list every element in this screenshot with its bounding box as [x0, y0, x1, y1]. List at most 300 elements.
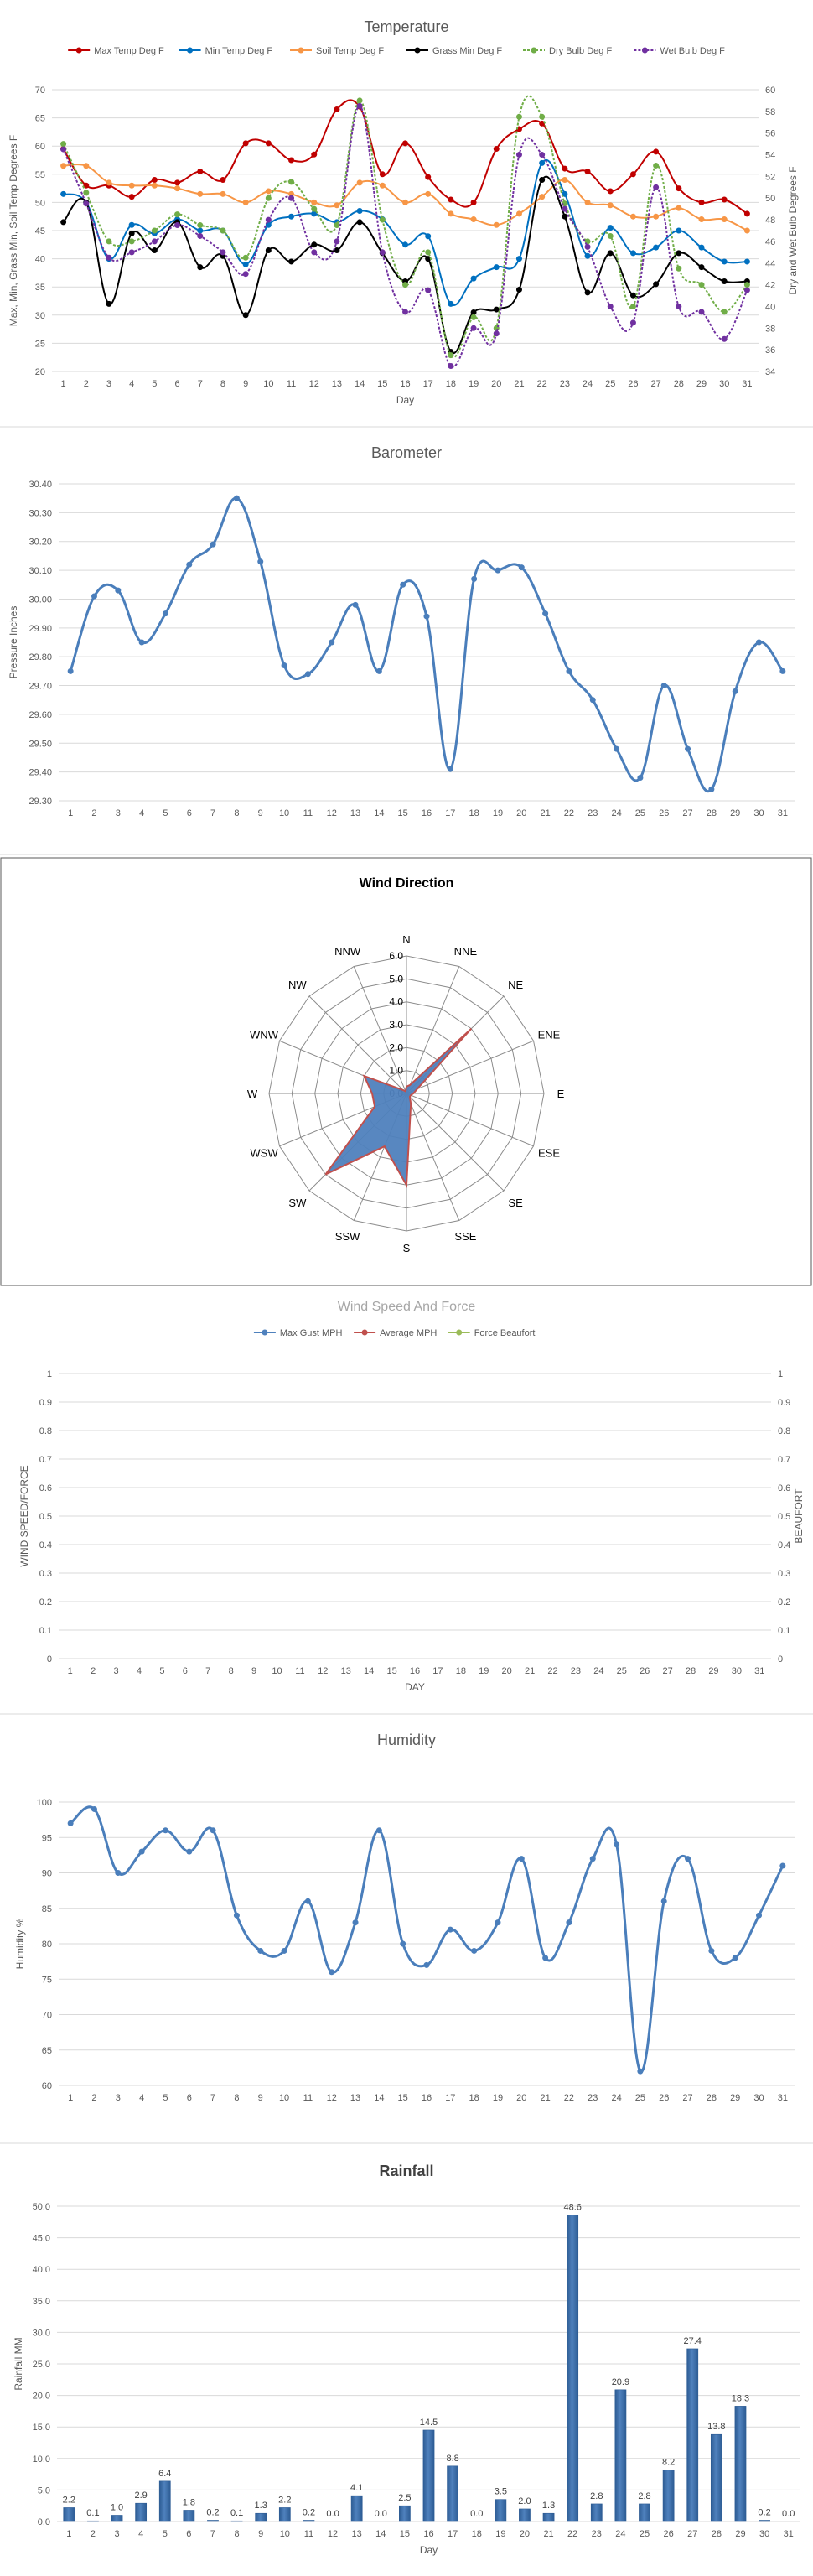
- barometer-x-tick-label: 11: [303, 808, 313, 818]
- legend-label: Max Temp Deg F: [94, 46, 164, 56]
- data-point-grass-min-deg-f: [288, 258, 294, 264]
- data-point-wet-bulb-deg-f: [220, 249, 225, 255]
- data-point-grass-min-deg-f: [585, 289, 591, 295]
- humidity-y-tick-label: 90: [41, 1868, 52, 1879]
- temperature-x-tick-label: 4: [129, 379, 135, 389]
- data-point-min-temp-deg-f: [471, 276, 477, 282]
- data-point-soil-temp-deg-f: [585, 200, 591, 205]
- rainfall-bar: [159, 2481, 170, 2521]
- rainfall-data-label: 13.8: [707, 2422, 726, 2433]
- data-point-min-temp-deg-f: [494, 264, 500, 270]
- wind-speed-x-tick-label: 5: [159, 1666, 165, 1676]
- legend-label: Dry Bulb Deg F: [549, 46, 613, 56]
- humidity-x-tick-label: 30: [753, 2093, 764, 2103]
- barometer-x-tick-label: 15: [397, 808, 408, 818]
- wind-speed-y2-tick-label: 0.6: [778, 1483, 791, 1493]
- wind-speed-x-tick-label: 22: [547, 1666, 558, 1676]
- temperature-x-tick-label: 20: [491, 379, 502, 389]
- barometer-point: [779, 668, 785, 674]
- rainfall-x-tick-label: 6: [186, 2529, 192, 2539]
- temperature-y2-tick-label: 36: [765, 345, 776, 356]
- data-point-grass-min-deg-f: [152, 247, 158, 253]
- data-point-min-temp-deg-f: [129, 222, 135, 228]
- data-point-soil-temp-deg-f: [448, 210, 453, 216]
- barometer-x-tick-label: 26: [659, 808, 670, 818]
- barometer-point: [139, 640, 145, 646]
- humidity-point: [400, 1941, 406, 1947]
- data-point-grass-min-deg-f: [129, 231, 135, 236]
- wind-direction-chart: [0, 857, 813, 1287]
- data-point-soil-temp-deg-f: [494, 222, 500, 228]
- data-point-wet-bulb-deg-f: [744, 288, 750, 293]
- rainfall-bar: [639, 2504, 650, 2521]
- data-point-dry-bulb-deg-f: [744, 282, 750, 288]
- barometer-point: [234, 496, 240, 501]
- wind-speed-y-tick-label: 0: [46, 1654, 52, 1665]
- legend-label: Max Gust MPH: [279, 1328, 343, 1338]
- rainfall-data-label: 2.2: [62, 2495, 75, 2506]
- temperature-x-tick-label: 25: [605, 379, 616, 389]
- data-point-wet-bulb-deg-f: [630, 319, 636, 325]
- data-point-soil-temp-deg-f: [334, 202, 339, 208]
- data-point-max-temp-deg-f: [243, 140, 249, 146]
- data-point-min-temp-deg-f: [448, 301, 453, 307]
- data-point-wet-bulb-deg-f: [243, 271, 249, 277]
- radar-tick-label: 2.0: [389, 1041, 403, 1054]
- temperature-y-tick-label: 30: [34, 310, 45, 321]
- data-point-max-temp-deg-f: [471, 200, 477, 205]
- data-point-dry-bulb-deg-f: [243, 255, 249, 261]
- barometer-chart: [0, 429, 813, 855]
- data-point-dry-bulb-deg-f: [630, 304, 636, 309]
- data-point-wet-bulb-deg-f: [106, 255, 111, 261]
- data-point-dry-bulb-deg-f: [608, 233, 614, 239]
- rainfall-bar: [207, 2520, 218, 2521]
- rainfall-data-label: 27.4: [683, 2335, 702, 2346]
- barometer-point: [661, 683, 667, 688]
- legend-marker: [531, 48, 537, 54]
- legend-label: Force Beaufort: [474, 1328, 536, 1338]
- data-point-soil-temp-deg-f: [357, 179, 363, 185]
- data-point-soil-temp-deg-f: [471, 216, 477, 222]
- humidity-point: [708, 1948, 714, 1954]
- humidity-x-tick-label: 8: [234, 2093, 240, 2103]
- humidity-y-tick-label: 100: [36, 1798, 52, 1808]
- data-point-wet-bulb-deg-f: [129, 249, 135, 255]
- barometer-x-tick-label: 23: [588, 808, 598, 818]
- radar-spoke: [406, 1093, 534, 1146]
- radar-tick-label: 6.0: [389, 950, 403, 962]
- humidity-point: [542, 1955, 548, 1961]
- legend-item-max-temp-deg-f: [68, 46, 164, 56]
- rainfall-x-tick-label: 22: [567, 2529, 578, 2539]
- rainfall-x-axis-label: Day: [419, 2544, 438, 2556]
- data-point-grass-min-deg-f: [243, 312, 249, 318]
- data-point-min-temp-deg-f: [744, 258, 750, 264]
- radar-category-label: NE: [508, 978, 524, 991]
- barometer-point: [282, 662, 287, 668]
- data-point-wet-bulb-deg-f: [334, 238, 339, 244]
- data-point-dry-bulb-deg-f: [152, 228, 158, 234]
- humidity-x-tick-label: 28: [706, 2093, 717, 2103]
- legend-item-min-temp-deg-f: [179, 46, 273, 56]
- data-point-dry-bulb-deg-f: [288, 179, 294, 184]
- data-point-wet-bulb-deg-f: [516, 152, 522, 158]
- humidity-x-tick-label: 29: [730, 2093, 741, 2103]
- data-point-grass-min-deg-f: [357, 219, 363, 225]
- temperature-y2-tick-label: 42: [765, 280, 776, 291]
- wind-speed-x-tick-label: 29: [708, 1666, 719, 1676]
- wind-direction-title: Wind Direction: [359, 876, 454, 891]
- humidity-point: [115, 1870, 121, 1876]
- rainfall-data-label: 4.1: [350, 2483, 364, 2494]
- barometer-point: [210, 542, 216, 548]
- data-point-soil-temp-deg-f: [744, 228, 750, 234]
- wind-speed-y2-axis-label: BEAUFORT: [793, 1488, 805, 1544]
- temperature-x-tick-label: 30: [719, 379, 730, 389]
- rainfall-data-label: 8.2: [661, 2457, 676, 2468]
- data-point-grass-min-deg-f: [608, 250, 614, 256]
- temperature-x-tick-label: 17: [422, 379, 433, 389]
- humidity-y-tick-label: 60: [41, 2081, 52, 2091]
- data-point-wet-bulb-deg-f: [83, 200, 89, 206]
- humidity-point: [282, 1948, 287, 1954]
- humidity-y-tick-label: 75: [41, 1975, 52, 1986]
- data-point-grass-min-deg-f: [722, 278, 728, 284]
- radar-category-label: SSW: [334, 1229, 360, 1243]
- data-point-max-temp-deg-f: [288, 158, 294, 164]
- data-point-grass-min-deg-f: [106, 301, 111, 307]
- radar-category-label: ESE: [537, 1146, 561, 1160]
- rainfall-x-tick-label: 23: [591, 2529, 602, 2539]
- wind-speed-y2-tick-label: 0.4: [778, 1540, 791, 1550]
- temperature-x-tick-label: 14: [354, 379, 365, 389]
- rainfall-bar: [519, 2509, 530, 2521]
- humidity-point: [424, 1962, 430, 1968]
- barometer-point: [756, 640, 762, 646]
- radar-category-label: S: [402, 1242, 411, 1254]
- temperature-y-tick-label: 25: [34, 339, 45, 350]
- humidity-point: [495, 1919, 500, 1925]
- rainfall-bar: [448, 2466, 458, 2521]
- humidity-x-tick-label: 19: [492, 2093, 504, 2103]
- rainfall-bar: [687, 2349, 698, 2521]
- radar-category-label: E: [557, 1088, 565, 1100]
- wind-direction-chart-svg: [0, 857, 813, 1287]
- data-point-max-temp-deg-f: [744, 210, 750, 216]
- rainfall-data-label: 1.0: [110, 2502, 124, 2513]
- legend-marker: [298, 48, 304, 54]
- radar-spoke: [406, 966, 459, 1093]
- rainfall-bar: [615, 2390, 626, 2521]
- legend-item-wet-bulb-deg-f: [634, 46, 725, 56]
- data-point-wet-bulb-deg-f: [699, 309, 705, 314]
- rainfall-x-tick-label: 15: [399, 2529, 411, 2539]
- temperature-x-tick-label: 13: [331, 379, 343, 389]
- temperature-y-tick-label: 55: [34, 169, 45, 180]
- data-point-max-temp-deg-f: [722, 197, 728, 203]
- data-point-wet-bulb-deg-f: [539, 152, 545, 158]
- humidity-point: [91, 1806, 97, 1812]
- humidity-x-tick-label: 14: [374, 2093, 385, 2103]
- humidity-point: [685, 1856, 691, 1862]
- barometer-point: [257, 558, 263, 564]
- humidity-x-tick-label: 12: [326, 2093, 337, 2103]
- data-point-dry-bulb-deg-f: [60, 141, 66, 147]
- humidity-y-tick-label: 65: [41, 2045, 52, 2056]
- humidity-x-tick-label: 11: [303, 2093, 313, 2103]
- temperature-x-tick-label: 15: [377, 379, 388, 389]
- legend-label: Wet Bulb Deg F: [660, 46, 725, 56]
- data-point-soil-temp-deg-f: [630, 214, 636, 220]
- rainfall-x-tick-label: 27: [687, 2529, 698, 2539]
- rainfall-data-label: 0.0: [326, 2509, 339, 2519]
- rainfall-x-tick-label: 2: [90, 2529, 96, 2539]
- barometer-x-tick-label: 18: [469, 808, 479, 818]
- barometer-x-tick-label: 9: [257, 808, 263, 818]
- humidity-x-tick-label: 16: [421, 2093, 432, 2103]
- data-point-soil-temp-deg-f: [516, 210, 522, 216]
- temperature-x-tick-label: 18: [445, 379, 457, 389]
- wind-speed-x-tick-label: 1: [67, 1666, 73, 1676]
- humidity-title: Humidity: [376, 1732, 437, 1748]
- rainfall-x-tick-label: 18: [471, 2529, 482, 2539]
- barometer-y-tick-label: 29.40: [28, 767, 52, 778]
- barometer-chart-svg: [0, 429, 813, 855]
- rainfall-bar: [735, 2406, 746, 2521]
- humidity-x-tick-label: 5: [163, 2093, 168, 2103]
- wind-speed-x-tick-label: 25: [616, 1666, 627, 1676]
- radar-category-label: N: [402, 933, 411, 946]
- barometer-point: [519, 564, 525, 570]
- rainfall-chart-svg: [0, 2146, 813, 2576]
- data-point-wet-bulb-deg-f: [152, 238, 158, 244]
- rainfall-bar: [591, 2504, 602, 2521]
- barometer-x-tick-label: 20: [516, 808, 527, 818]
- legend-label: Soil Temp Deg F: [316, 46, 385, 56]
- wind-speed-x-tick-label: 30: [731, 1666, 742, 1676]
- rainfall-data-label: 0.1: [230, 2508, 244, 2519]
- wind-speed-x-tick-label: 27: [662, 1666, 673, 1676]
- humidity-chart-svg: [0, 1716, 813, 2144]
- wind-speed-x-tick-label: 17: [432, 1666, 443, 1676]
- data-point-soil-temp-deg-f: [83, 163, 89, 169]
- barometer-point: [376, 668, 382, 674]
- barometer-x-tick-label: 17: [445, 808, 456, 818]
- humidity-point: [210, 1827, 216, 1833]
- wind-speed-x-tick-label: 13: [340, 1666, 351, 1676]
- data-point-soil-temp-deg-f: [722, 216, 728, 222]
- data-point-max-temp-deg-f: [699, 200, 705, 205]
- temperature-x-tick-label: 24: [582, 379, 593, 389]
- rainfall-y-tick-label: 50.0: [32, 2202, 50, 2212]
- data-point-wet-bulb-deg-f: [197, 233, 203, 239]
- temperature-y2-tick-label: 52: [765, 172, 776, 183]
- humidity-y-tick-label: 80: [41, 1940, 52, 1950]
- wind-speed-chart-svg: [0, 1289, 813, 1715]
- data-point-wet-bulb-deg-f: [357, 103, 363, 109]
- data-point-wet-bulb-deg-f: [585, 244, 591, 250]
- data-point-max-temp-deg-f: [494, 146, 500, 152]
- wind-speed-y2-tick-label: 0.1: [778, 1626, 791, 1636]
- temperature-x-tick-label: 19: [468, 379, 479, 389]
- barometer-x-tick-label: 21: [540, 808, 551, 818]
- radar-category-label: WNW: [250, 1028, 278, 1041]
- temperature-y-tick-label: 45: [34, 226, 45, 236]
- radar-spoke: [406, 1041, 534, 1093]
- rainfall-bar: [399, 2506, 410, 2521]
- data-point-dry-bulb-deg-f: [471, 314, 477, 320]
- wind-speed-y-tick-label: 0.8: [39, 1426, 52, 1436]
- legend-marker: [362, 1330, 368, 1336]
- data-point-soil-temp-deg-f: [60, 163, 66, 169]
- rainfall-chart: [0, 2146, 813, 2576]
- rainfall-y-tick-label: 0.0: [37, 2517, 50, 2527]
- rainfall-x-tick-label: 12: [327, 2529, 339, 2539]
- data-point-soil-temp-deg-f: [425, 191, 431, 197]
- temperature-x-tick-label: 5: [152, 379, 158, 389]
- data-point-wet-bulb-deg-f: [402, 309, 408, 314]
- temperature-x-tick-label: 8: [220, 379, 226, 389]
- humidity-line: [70, 1807, 783, 2072]
- wind-speed-y-tick-label: 0.5: [39, 1512, 52, 1522]
- data-point-soil-temp-deg-f: [197, 191, 203, 197]
- humidity-x-tick-label: 24: [611, 2093, 622, 2103]
- legend-marker: [187, 48, 193, 54]
- rainfall-data-label: 20.9: [611, 2376, 630, 2387]
- data-point-wet-bulb-deg-f: [494, 330, 500, 336]
- data-point-dry-bulb-deg-f: [311, 206, 317, 212]
- temperature-y2-tick-label: 58: [765, 106, 776, 117]
- data-point-soil-temp-deg-f: [380, 183, 386, 189]
- barometer-point: [637, 775, 643, 781]
- wind-speed-x-tick-label: 10: [272, 1666, 282, 1676]
- temperature-y2-axis-label: Dry and Wet Bulb Degrees F: [787, 166, 799, 295]
- data-point-wet-bulb-deg-f: [425, 288, 431, 293]
- humidity-point: [519, 1856, 525, 1862]
- barometer-point: [91, 594, 97, 600]
- wind-speed-x-tick-label: 24: [593, 1666, 604, 1676]
- data-point-dry-bulb-deg-f: [220, 228, 225, 234]
- temperature-x-tick-label: 11: [286, 379, 297, 389]
- barometer-y-tick-label: 30.10: [28, 566, 52, 577]
- data-point-min-temp-deg-f: [357, 208, 363, 214]
- humidity-point: [471, 1948, 477, 1954]
- wind-speed-x-tick-label: 28: [685, 1666, 696, 1676]
- barometer-x-tick-label: 30: [753, 808, 764, 818]
- data-point-dry-bulb-deg-f: [83, 190, 89, 195]
- rainfall-bar: [759, 2520, 769, 2521]
- data-point-max-temp-deg-f: [402, 140, 408, 146]
- data-point-grass-min-deg-f: [311, 242, 317, 247]
- data-point-soil-temp-deg-f: [106, 179, 111, 185]
- data-point-soil-temp-deg-f: [266, 188, 272, 194]
- barometer-point: [614, 746, 619, 752]
- data-point-min-temp-deg-f: [699, 245, 705, 251]
- data-point-max-temp-deg-f: [562, 166, 567, 172]
- data-point-max-temp-deg-f: [653, 148, 659, 154]
- humidity-point: [139, 1849, 145, 1855]
- rainfall-x-tick-label: 1: [66, 2529, 72, 2539]
- data-point-max-temp-deg-f: [630, 171, 636, 177]
- humidity-point: [566, 1919, 572, 1925]
- rainfall-x-tick-label: 31: [783, 2529, 794, 2539]
- rainfall-bar: [64, 2507, 75, 2521]
- humidity-point: [234, 1913, 240, 1919]
- wind-speed-x-tick-label: 4: [136, 1666, 142, 1676]
- humidity-point: [756, 1913, 762, 1919]
- wind-speed-x-tick-label: 19: [479, 1666, 489, 1676]
- wind-speed-chart: [0, 1289, 813, 1715]
- barometer-title: Barometer: [370, 444, 443, 461]
- rainfall-data-label: 0.0: [470, 2509, 484, 2519]
- radar-spoke: [406, 1093, 504, 1191]
- temperature-x-tick-label: 23: [559, 379, 570, 389]
- temperature-y-tick-label: 65: [34, 113, 45, 124]
- data-point-soil-temp-deg-f: [129, 183, 135, 189]
- wind-speed-x-tick-label: 2: [91, 1666, 96, 1676]
- temperature-y2-tick-label: 38: [765, 324, 776, 335]
- barometer-point: [115, 588, 121, 594]
- data-point-grass-min-deg-f: [60, 219, 66, 225]
- rainfall-x-tick-label: 5: [162, 2529, 168, 2539]
- wind-speed-x-tick-label: 7: [205, 1666, 211, 1676]
- data-point-soil-temp-deg-f: [243, 200, 249, 205]
- radar-tick-label: 1.0: [389, 1064, 403, 1077]
- radar-tick-label: 5.0: [389, 973, 403, 985]
- radar-category-label: W: [246, 1088, 258, 1100]
- humidity-point: [68, 1820, 74, 1826]
- barometer-y-tick-label: 30.20: [28, 537, 52, 548]
- legend-marker: [76, 48, 82, 54]
- rainfall-data-label: 1.3: [254, 2501, 267, 2511]
- humidity-y-tick-label: 95: [41, 1833, 52, 1844]
- legend-label: Min Temp Deg F: [205, 46, 273, 56]
- barometer-x-tick-label: 25: [634, 808, 646, 818]
- data-point-wet-bulb-deg-f: [562, 206, 567, 212]
- data-point-dry-bulb-deg-f: [722, 309, 728, 314]
- barometer-y-axis-label: Pressure Inches: [8, 605, 19, 679]
- rainfall-x-tick-label: 4: [138, 2529, 144, 2539]
- temperature-x-tick-label: 2: [83, 379, 89, 389]
- barometer-point: [590, 697, 596, 703]
- temperature-x-tick-label: 22: [536, 379, 547, 389]
- wind-speed-x-tick-label: 18: [455, 1666, 466, 1676]
- temperature-x-tick-label: 29: [696, 379, 707, 389]
- data-point-max-temp-deg-f: [425, 174, 431, 180]
- wind-speed-title: Wind Speed And Force: [337, 1300, 476, 1314]
- barometer-point: [424, 614, 430, 620]
- rainfall-title: Rainfall: [379, 2163, 434, 2179]
- temperature-y-tick-label: 40: [34, 254, 45, 265]
- barometer-point: [163, 610, 168, 616]
- humidity-x-tick-label: 10: [278, 2093, 290, 2103]
- temperature-y-axis-label: Max, Min, Grass Min, Soil Temp Degrees F: [8, 134, 19, 327]
- wind-speed-y2-tick-label: 0.2: [778, 1597, 791, 1607]
- data-point-max-temp-deg-f: [380, 171, 386, 177]
- data-point-dry-bulb-deg-f: [106, 238, 111, 244]
- temperature-y2-tick-label: 60: [765, 86, 776, 96]
- humidity-x-tick-label: 9: [257, 2093, 263, 2103]
- data-point-wet-bulb-deg-f: [448, 363, 453, 369]
- radar-category-label: NW: [288, 978, 307, 991]
- wind-speed-x-tick-label: 12: [318, 1666, 329, 1676]
- radar-category-label: ENE: [537, 1028, 561, 1041]
- wind-speed-x-tick-label: 16: [409, 1666, 421, 1676]
- humidity-x-tick-label: 13: [350, 2093, 361, 2103]
- barometer-x-tick-label: 22: [563, 808, 575, 818]
- rainfall-x-tick-label: 20: [519, 2529, 531, 2539]
